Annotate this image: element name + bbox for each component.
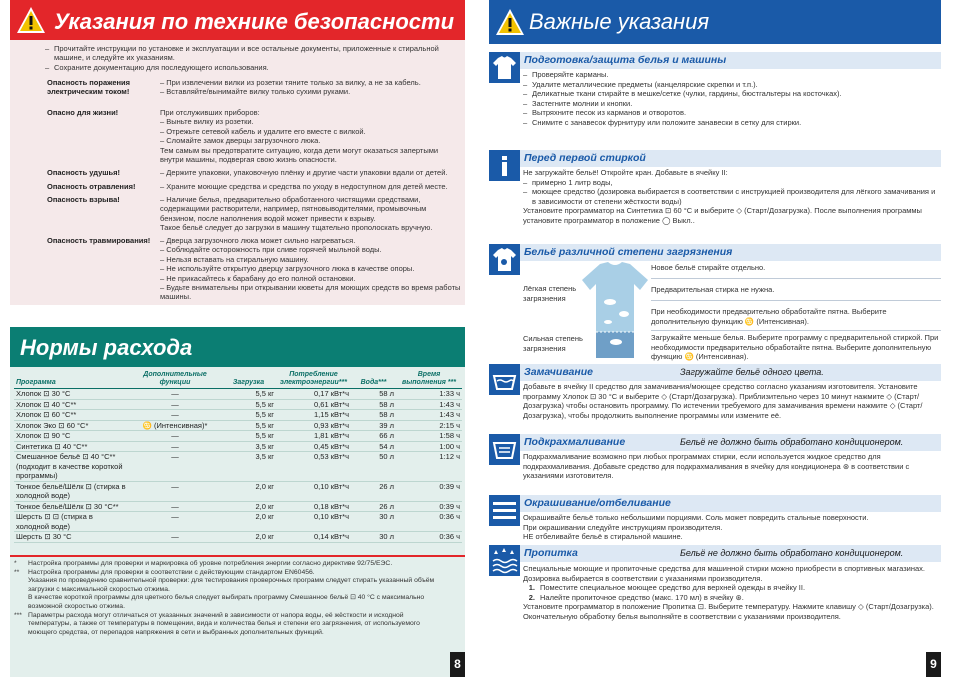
- info-icon: [489, 150, 520, 181]
- step: [523, 583, 938, 593]
- impregnation-outro: Установите программатор в положение Пропитка ⊡. Выберите температуру. Нажмите клавишу ◇ (Старт/Дозагрузка). Окончательную обработку белья выполняйте в соответствии с указаниями производителя.: [523, 602, 934, 621]
- table-cell: 0:39 ч: [396, 481, 462, 501]
- table-cell: 2,0 кг: [221, 481, 276, 501]
- table-cell: —: [129, 441, 221, 452]
- list-item: – Отрежьте сетевой кабель и удалите его вместе с вилкой.: [160, 126, 366, 136]
- table-cell: 2:15 ч: [396, 420, 462, 431]
- table-cell: 5,5 кг: [221, 399, 276, 410]
- soil-row: Новое бельё стирайте отдельно.: [651, 263, 766, 272]
- table-cell: 0:39 ч: [396, 501, 462, 512]
- section-soak-bar: [520, 364, 941, 381]
- table-cell: 26 л: [351, 501, 396, 512]
- shirt-icon: [489, 52, 520, 83]
- table-cell: 0,10 кВт*ч: [276, 512, 351, 532]
- table-cell: 5,5 кг: [221, 420, 276, 431]
- table-cell: —: [129, 501, 221, 512]
- list-item: – Вставляйте/вынимайте вилку только сухими руками.: [160, 87, 351, 97]
- note-mark: ***: [14, 611, 22, 619]
- important-header: [489, 0, 941, 44]
- list-item: – Наличие белья, предварительно обработанного чистящими средствами, содержащими растворители, например, пятновыводителями, промывочным бензином, после наполнения водой может привести к взрыву.: [160, 195, 427, 223]
- consumption-table: [14, 370, 462, 543]
- table-cell: —: [129, 481, 221, 501]
- table-cell: 1:33 ч: [396, 389, 462, 400]
- soil-label-light: Лёгкая степень загрязнения: [523, 284, 577, 303]
- soak-basin-icon: [489, 364, 520, 395]
- section-impregnation-bar: [520, 545, 941, 562]
- step-text: Налейте пропиточное средство (макс. 170 мл) в ячейку ⊛.: [540, 592, 744, 602]
- section-soak-title: Замачивание: [524, 366, 593, 378]
- table-cell: 0:36 ч: [396, 512, 462, 532]
- table-cell: 1,81 кВт*ч: [276, 431, 351, 442]
- impregnation-icon: [489, 545, 520, 576]
- table-cell: 3,5 кг: [221, 441, 276, 452]
- list-item: – Выньте вилку из розетки.: [160, 117, 254, 127]
- list-item: – Проверяйте карманы.: [523, 70, 938, 80]
- section-soil-title: Бельё различной степени загрязнения: [524, 246, 733, 258]
- table-cell: 5,5 кг: [221, 410, 276, 421]
- table-cell: Хлопок Эко ⊡ 60 °C*: [14, 420, 129, 431]
- starch-text: Подкрахмаливание возможно при любых программах стирки, если используется жидкое средство для подкрахмаливания. Добавьте средство для подкрахмаливания в ячейку для кондиционера ⊛ в соответствии с указаниями изготовителя.: [523, 452, 910, 480]
- note: [14, 560, 444, 569]
- soak-text: Добавьте в ячейку II средство для замачивания/моющее средство согласно указаниям изготовителя. Установите программу Хлопок ⊡ 30 °C и выберите ◇ (Старт/Дозагрузка). Приблизительно через 10 минут нажмите ◇ (Старт/Дозагрузка) чтобы остановить программу. По истечении требуемого для замачивания времени нажмите ◇ (Старт/Дозагрузка), чтобы продолжить выполнение программы или измените её.: [523, 382, 923, 420]
- table-cell: Хлопок ⊡ 60 °C**: [14, 410, 129, 421]
- note-mark: [14, 594, 28, 611]
- safety-label-suffocation: Опасность удушья!: [47, 168, 121, 177]
- list-item: – Храните моющие средства и средства по уходу в недоступном для детей месте.: [160, 182, 448, 191]
- col-water: Вода***: [351, 370, 396, 389]
- safety-header: [10, 0, 465, 40]
- table-cell: 1,15 кВт*ч: [276, 410, 351, 421]
- section-prep-bar: [520, 52, 941, 69]
- table-cell: 30 л: [351, 532, 396, 543]
- list-item: – Сломайте замок дверцы загрузочного люка.: [160, 136, 321, 146]
- table-row: [14, 481, 462, 501]
- table-header-row: [14, 370, 462, 389]
- soil-divider: [651, 300, 941, 301]
- table-row: [14, 532, 462, 543]
- soil-row: Предварительная стирка не нужна.: [651, 285, 775, 294]
- table-cell: 50 л: [351, 452, 396, 482]
- table-cell: 2,0 кг: [221, 532, 276, 543]
- table-cell: 0,93 кВт*ч: [276, 420, 351, 431]
- table-cell: 58 л: [351, 410, 396, 421]
- table-cell: Хлопок ⊡ 90 °C: [14, 431, 129, 442]
- list-item: – Деликатные ткани стирайте в мешке/сетке (чулки, гардины, бюстгальтеры на косточках).: [523, 89, 938, 99]
- col-time: Время выполнения ***: [396, 370, 462, 389]
- starch-basin-icon: [489, 434, 520, 465]
- table-cell: Смешанное бельё ⊡ 40 °C** (подходит в качестве короткой программы): [14, 452, 129, 482]
- safety-label-poison: Опасность отравления!: [47, 182, 136, 191]
- section-first-wash-bar: [520, 150, 941, 167]
- section-soil-bar: [520, 244, 941, 261]
- prep-list: [523, 70, 938, 127]
- dye-line: НЕ отбеливайте бельё в стиральной машине.: [523, 532, 683, 541]
- table-cell: —: [129, 452, 221, 482]
- dye-icon: [489, 495, 520, 526]
- table-cell: 2,0 кг: [221, 501, 276, 512]
- list-item: – Нельзя вставать на стиральную машину.: [160, 254, 309, 264]
- table-cell: 0,10 кВт*ч: [276, 481, 351, 501]
- list-item: – Вытряхните песок из карманов и отворотов.: [523, 108, 938, 118]
- table-cell: 1:58 ч: [396, 431, 462, 442]
- safety-intro: [45, 44, 455, 72]
- table-cell: —: [129, 532, 221, 543]
- safety-label-life: Опасно для жизни!: [47, 108, 119, 117]
- list-item: – При извлечении вилки из розетки тяните только за вилку, а не за кабель.: [160, 78, 421, 87]
- step: [523, 593, 938, 603]
- table-cell: Хлопок ⊡ 40 °C**: [14, 399, 129, 410]
- norms-title: Нормы расхода: [20, 335, 193, 360]
- table-cell: Тонкое бельё/Шёлк ⊡ (стирка в холодной воде): [14, 481, 129, 501]
- list-item: – Прочитайте инструкции по установке и эксплуатации и все остальные документы, приложенные к стиральной машине, и следуйте их указаниям.: [45, 44, 455, 63]
- section-impregnation-note: Бельё не должно быть обработано кондиционером.: [680, 548, 904, 558]
- table-cell: —: [129, 512, 221, 532]
- note-text: Параметры расхода могут отличаться от указанных значений в зависимости от напора воды, её жёсткости и исходной температуры, а также от температуры в помещении, вида и количества белья и степени его загрязнения, от используемого моющего средства, от перепадов напряжения в сети и выбранных дополнительных функций.: [28, 611, 420, 636]
- table-cell: 1:43 ч: [396, 410, 462, 421]
- soil-divider: [651, 330, 941, 331]
- soil-row: Загружайте меньше белья. Выберите программу с предварительной стиркой. При необходимости предварительно обработайте пятна. Выберите дополнительную функцию ♋ (Интенсивная).: [651, 333, 939, 361]
- warning-icon: [16, 6, 46, 34]
- section-first-wash-title: Перед первой стиркой: [524, 152, 646, 164]
- section-starch-bar: [520, 434, 941, 451]
- table-cell: —: [129, 431, 221, 442]
- table-row: [14, 410, 462, 421]
- table-cell: 0,53 кВт*ч: [276, 452, 351, 482]
- table-cell: 1:43 ч: [396, 399, 462, 410]
- table-row: [14, 389, 462, 400]
- section-impregnation-title: Пропитка: [524, 547, 578, 559]
- first-wash-line1: Не загружайте бельё! Откройте кран. Добавьте в ячейку II:: [523, 168, 728, 177]
- list-item: – моющее средство (дозировка выбирается в соответствии с инструкцией производителя для лёгкого замачивания и в зависимости от степени жёсткости воды): [523, 187, 938, 206]
- col-program: Программа: [14, 370, 129, 389]
- list-item: – примерно 1 литр воды,: [523, 178, 938, 188]
- table-cell: —: [129, 389, 221, 400]
- table-cell: —: [129, 399, 221, 410]
- table-row: [14, 420, 462, 431]
- safety-detail-poison: [160, 182, 462, 191]
- step-number: 2.: [528, 592, 535, 602]
- table-cell: 5,5 кг: [221, 389, 276, 400]
- table-cell: 5,5 кг: [221, 431, 276, 442]
- table-cell: Синтетика ⊡ 40 °C**: [14, 441, 129, 452]
- step-text: Поместите специальное моющее средство для верхней одежды в ячейку II.: [540, 583, 806, 592]
- note-text: Настройка программы для проверки и маркировка об уровне потребления энергии согласно директиве 92/75/ЕЭС.: [28, 560, 393, 567]
- section-soak-note: Загружайте бельё одного цвета.: [680, 367, 824, 377]
- soil-row: При необходимости предварительно обработайте пятна. Выберите дополнительную функцию ♋ (Интенсивная).: [651, 307, 887, 326]
- impregnation-intro: Специальные моющие и пропиточные средства для машинной стирки можно приобрести в спортивных магазинах. Дозировка выбирается в соответствии с указаниями производителя.: [523, 564, 925, 583]
- list-item: Такое бельё следует до загрузки в машину тщательно прополоскать вручную.: [160, 223, 433, 233]
- page-number-right: 9: [926, 652, 941, 677]
- col-load: Загрузка: [221, 370, 276, 389]
- note: [14, 612, 444, 638]
- table-cell: Тонкое бельё/Шёлк ⊡ 30 °C**: [14, 501, 129, 512]
- note-text: Указания по проведению сравнительной проверки: для тестирования проверочных программ следует стирать указанный объём загрузки с максимальной скоростью отжима.: [28, 577, 435, 593]
- dye-text: [523, 513, 938, 542]
- soil-divider: [651, 278, 941, 279]
- section-prep-title: Подготовка/защита белья и машины: [524, 54, 727, 66]
- dye-line: При окрашивании следуйте инструкциям производителя.: [523, 522, 723, 532]
- table-cell: Хлопок ⊡ 30 °C: [14, 389, 129, 400]
- note-mark: **: [14, 568, 20, 576]
- list-item: При отслуживших приборов:: [160, 108, 260, 117]
- table-cell: 66 л: [351, 431, 396, 442]
- table-cell: 39 л: [351, 420, 396, 431]
- table-row: [14, 512, 462, 532]
- list-item: Тем самым вы предотвратите ситуацию, когда дети могут оказаться запертыми внутри машины, подвергая свою жизнь опасности.: [160, 145, 439, 165]
- table-cell: 58 л: [351, 399, 396, 410]
- table-cell: ♋ (Интенсивная)*: [129, 420, 221, 431]
- list-item: – Удалите металлические предметы (канцелярские скрепки и т.п.).: [523, 80, 938, 90]
- page-number-left: 8: [450, 652, 465, 677]
- first-wash-text: [523, 168, 938, 225]
- note: [14, 594, 444, 611]
- impregnation-text: [523, 564, 938, 621]
- table-cell: 0,17 кВт*ч: [276, 389, 351, 400]
- list-item: – Снимите с занавесок фурнитуру или положите занавески в сетку для стирки.: [523, 118, 938, 128]
- table-cell: 0,18 кВт*ч: [276, 501, 351, 512]
- table-cell: 0:36 ч: [396, 532, 462, 543]
- table-cell: Шерсть ⊡ 30 °C: [14, 532, 129, 543]
- table-cell: —: [129, 410, 221, 421]
- safety-label-explosion: Опасность взрыва!: [47, 195, 120, 204]
- safety-detail-injury: [160, 236, 462, 302]
- list-item: – Будьте внимательны при открывании кюветы для моющих средств во время работы машины.: [160, 283, 461, 302]
- section-starch-note: Бельё не должно быть обработано кондиционером.: [680, 437, 904, 447]
- safety-label-electric: Опасность поражения электрическим током!: [47, 78, 131, 97]
- important-title: Важные указания: [529, 9, 710, 34]
- note: [14, 569, 444, 578]
- table-row: [14, 431, 462, 442]
- col-energy: Потребление электроэнергии***: [276, 370, 351, 389]
- table-cell: 54 л: [351, 441, 396, 452]
- table-cell: 0,14 кВт*ч: [276, 532, 351, 543]
- shirt-stain-icon: [489, 244, 520, 275]
- list-item: – Не используйте открытую дверцу загрузочного люка в качестве опоры.: [160, 264, 415, 274]
- safety-label-injury: Опасность травмирования!: [47, 236, 151, 245]
- table-row: [14, 441, 462, 452]
- note-text: В качестве короткой программы для цветного белья следует выбирать программу Смешанное бельё ⊡ 40 °C с максимально возможной скоростью отжима.: [28, 594, 425, 610]
- table-cell: 58 л: [351, 389, 396, 400]
- list-item: – Соблюдайте осторожность при сливе горячей мыльной воды.: [160, 245, 382, 255]
- norms-header: [10, 327, 465, 367]
- table-row: [14, 452, 462, 482]
- table-cell: 26 л: [351, 481, 396, 501]
- first-wash-line2: Установите программатор на Синтетика ⊡ 60 °C и выберите ◇ (Старт/Дозагрузка). После выполнения программы установите программатор в положение ◯ Выкл..: [523, 206, 922, 225]
- table-cell: 0,61 кВт*ч: [276, 399, 351, 410]
- list-item: – Сохраните документацию для последующего использования.: [45, 63, 455, 72]
- list-item: – Держите упаковки, упаковочную плёнку и другие части упаковки вдали от детей.: [160, 168, 448, 177]
- safety-title: Указания по технике безопасности: [54, 9, 455, 34]
- warning-icon: [495, 8, 525, 36]
- consumption-notes: [14, 560, 444, 637]
- safety-detail-life: [160, 108, 462, 164]
- dye-line: Окрашивайте бельё только небольшими порциями. Соль может повредить стальные поверхности.: [523, 513, 869, 522]
- list-item: – Застегните молнии и кнопки.: [523, 99, 938, 109]
- notes-divider: [10, 555, 465, 557]
- section-starch-title: Подкрахмаливание: [524, 436, 626, 448]
- safety-detail-suffocation: [160, 168, 462, 177]
- step-number: 1.: [528, 583, 535, 592]
- note-mark: *: [14, 560, 17, 567]
- list-item: – Дверца загрузочного люка может сильно нагреваться.: [160, 236, 356, 245]
- note-text: Настройка программы для проверки в соответствии с действующим стандартом EN60456.: [28, 568, 315, 576]
- section-dye-bar: [520, 495, 941, 512]
- safety-detail-explosion: [160, 195, 462, 233]
- table-row: [14, 399, 462, 410]
- table-cell: Шерсть ⊡ ⊡ (стирка в холодной воде): [14, 512, 129, 532]
- table-cell: 0,45 кВт*ч: [276, 441, 351, 452]
- list-item: – Не прикасайтесь к барабану до его полной остановки.: [160, 273, 356, 283]
- col-options: Дополнительные функции: [129, 370, 221, 389]
- table-cell: 2,0 кг: [221, 512, 276, 532]
- soil-label-heavy: Сильная степень загрязнения: [523, 334, 583, 353]
- table-cell: 1:12 ч: [396, 452, 462, 482]
- table-cell: 30 л: [351, 512, 396, 532]
- note-mark: [14, 577, 28, 594]
- table-cell: 3,5 кг: [221, 452, 276, 482]
- note: [14, 577, 444, 594]
- table-cell: 1:00 ч: [396, 441, 462, 452]
- safety-detail-electric: [160, 78, 462, 97]
- table-row: [14, 501, 462, 512]
- section-dye-title: Окрашивание/отбеливание: [524, 497, 671, 509]
